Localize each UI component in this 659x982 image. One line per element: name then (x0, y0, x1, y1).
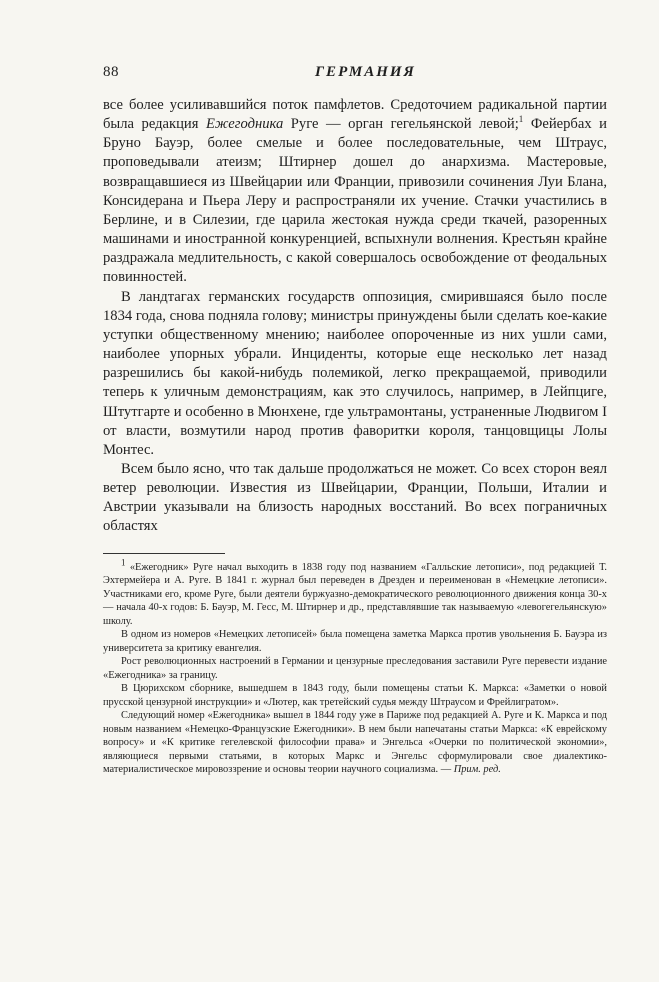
footnote-paragraph-2: В одном из номеров «Немецких летописей» была помещена заметка Маркса против увольнения Б. Бауэра из университета за критику евангелия. (103, 629, 607, 654)
footnote-1 (103, 557, 607, 629)
paragraph-3: Всем было ясно, что так дальше продолжаться не может. Со всех сторон веял ветер революции. Известия из Швейцарии, Франции, Польши, Италии и Австрии указывали на близость народных восстаний. Во всех пограничных областях (103, 460, 607, 535)
footnotes (103, 557, 607, 777)
page-header (103, 64, 607, 88)
footnote-1-text: «Ежегодник» Руге начал выходить в 1838 году под названием «Галльские летописи», под редакцией Т. Эхтермейера и А. Руге. В 1841 г. журнал был переведен в Дрезден и переименован в «Немецкие летописи». Участниками его, кроме Руге, были деятели буржуазно-демократического революционного движения конца 30-х — начала 40-х годов: Б. Бауэр, М. Гесс, М. Штирнер и др., представлявшие так называемую «левогегельянскую» школу. (103, 561, 607, 627)
paragraph-1-part-d: Фейербах и Бруно Бауэр, более смелые и более последовательные, чем Штраус, проповедывали атеизм; Штирнер дошел до анархизма. Мастеровые, возвращавшиеся из Швейцарии или Франции, привозили сочинения Луи Блана, Консидерана и Пьера Леру и распространяли их учение. Стачки участились в Берлине, и в Силезии, где царила жестокая нужда среди ткачей, разоренных машинами и иностранной конкуренцией, вспыхнули волнения. Крестьян крайне раздражала медлительность, с какой совершалось освобождение от феодальных повинностей. (103, 116, 607, 286)
footnote-ref-1: 1 (518, 114, 524, 125)
footnote-paragraph-5-text: Следующий номер «Ежегодника» вышел в 1844 году уже в Париже под редакцией А. Руге и К. Маркса и под новым названием «Немецко-Французские Ежегодники». В нем были напечатаны статьи Маркса: «К еврейскому вопросу» и «К критике гегелевской философии права» и Энгельса «Очерки по политической экономии», являющиеся первыми статьями, в которых Маркс и Энгельс сформулировали свое диалектико-материалистическое мировоззрение и основы теории научного социализма. — (103, 710, 607, 776)
editor-note-signature: Прим. ред. (453, 764, 501, 776)
paragraph-1-part-a: все более усиливавшийся поток памфлетов. Средоточием радикальной партии была редакция (103, 97, 607, 133)
footnote-1-number: 1 (121, 557, 126, 568)
paragraph-1-part-c: Руге — орган гегельянской левой; (283, 116, 519, 133)
paragraph-2: В ландтагах германских государств оппозиция, смирившаяся было после 1834 года, снова подняла голову; министры принуждены были сделать кое-какие уступки общественному мнению; наиболее опороченные из них ушли сами, наиболее упорных убрали. Инциденты, которые еще несколько лет назад разрешились бы какой-нибудь полемикой, легко прекращаемой, приводили теперь к уличным демонстрациям, как это случилось, например, в Лейпциге, Штутгарте и особенно в Мюнхене, где ультрамонтаны, устраненные Людвигом I от власти, возмутили народ против фаворитки короля, танцовщицы Лолы Монтес. (103, 288, 607, 458)
paragraph-1 (103, 96, 607, 288)
footnote-divider (103, 553, 225, 554)
footnote-paragraph-3: Рост революционных настроений в Германии и цензурные преследования заставили Руге перевести издание «Ежегодника» за границу. (103, 656, 607, 681)
main-text (103, 96, 607, 537)
page-number: 88 (103, 64, 119, 80)
footnote-paragraph-5 (103, 709, 607, 777)
running-title: ГЕРМАНИЯ (315, 64, 416, 80)
journal-title-italic: Ежегодника (206, 116, 284, 133)
footnote-paragraph-4: В Цюрихском сборнике, вышедшем в 1843 году, были помещены статьи К. Маркса: «Заметки о новой прусской цензурной инструкции» и «Лютер, как третейский судья между Штраусом и Фрейлигратом». (103, 683, 607, 708)
